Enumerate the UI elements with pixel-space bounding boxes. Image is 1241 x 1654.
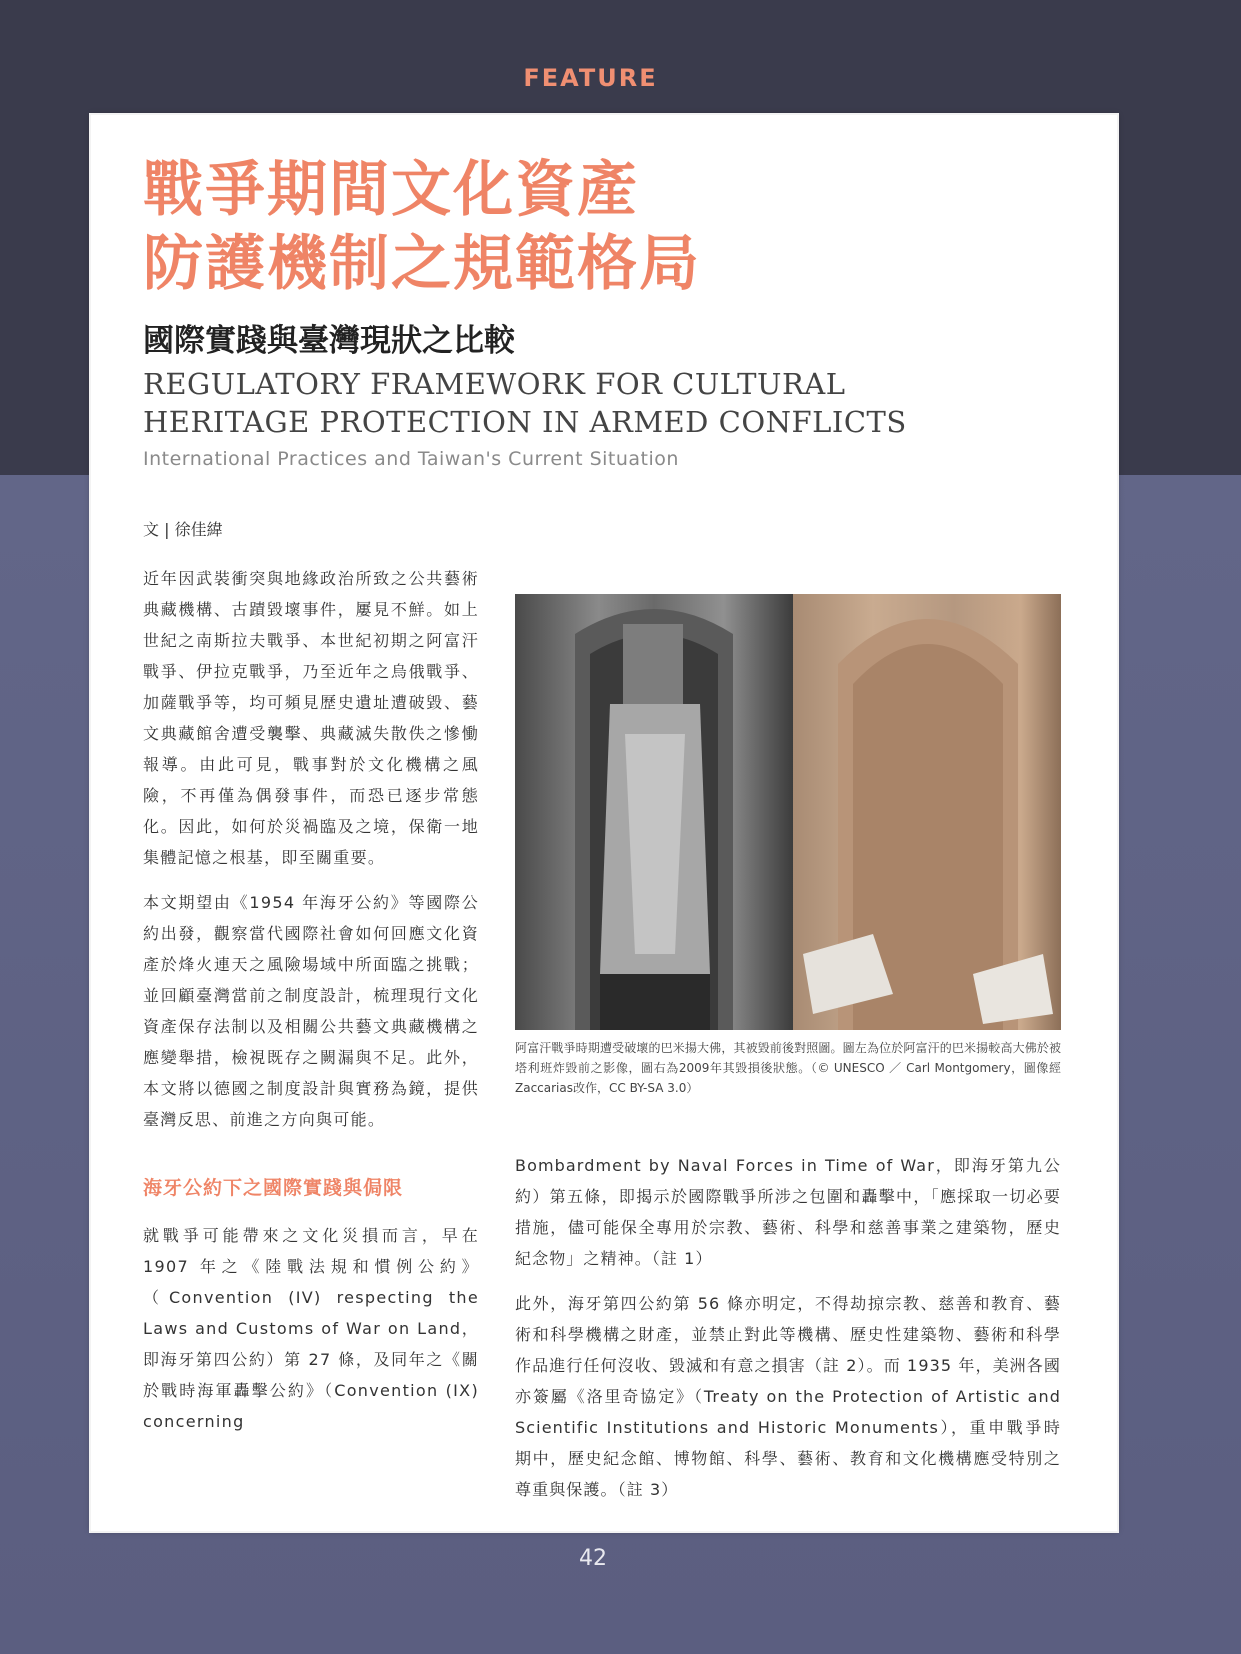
title-line-2: 防護機制之規範格局 xyxy=(143,229,701,299)
figure xyxy=(515,594,1061,1098)
article-title xyxy=(143,153,701,301)
title-line-1: 戰爭期間文化資產 xyxy=(143,155,639,225)
article-page xyxy=(91,115,1117,1531)
paragraph: 近年因武裝衝突與地緣政治所致之公共藝術典藏機構、古蹟毀壞事件，屢見不鮮。如上世紀之南斯拉夫戰爭、本世紀初期之阿富汗戰爭、伊拉克戰爭，乃至近年之烏俄戰爭、加薩戰爭等，均可頻見歷史遺址遭破毀、藝文典藏館舍遭受襲擊、典藏滅失散佚之慘慟報導。由此可見，戰事對於文化機構之風險，不再僅為偶發事件，而恐已逐步常態化。因此，如何於災禍臨及之境，保衛一地集體記憶之根基，即至關重要。 xyxy=(143,569,479,867)
paragraph: 就戰爭可能帶來之文化災損而言，早在 1907 年之《陸戰法規和慣例公約》（Convention (IV) respecting the Laws and Customs of War on Land，即海牙第四公約）第 27 條，及同年之《關於戰時海軍轟擊公約》（Convention (IX) concerning xyxy=(143,1226,479,1431)
photo-buddha-before xyxy=(515,594,793,1030)
english-subtitle: International Practices and Taiwan's Current Situation xyxy=(143,448,679,470)
article-subtitle: 國際實踐與臺灣現狀之比較 xyxy=(143,323,515,359)
paragraph: 本文期望由《1954 年海牙公約》等國際公約出發，觀察當代國際社會如何回應文化資產於烽火連天之風險場域中所面臨之挑戰；並回顧臺灣當前之制度設計，梳理現行文化資產保存法制以及相關公共藝文典藏機構之應變舉措，檢視既存之闕漏與不足。此外，本文將以德國之制度設計與實務為鏡，提供臺灣反思、前進之方向與可能。 xyxy=(143,893,479,1129)
empty-niche-illustration xyxy=(793,594,1061,1030)
left-column xyxy=(143,563,479,1451)
right-column xyxy=(515,1150,1061,1519)
buddha-statue-illustration xyxy=(515,594,793,1030)
english-title-line-1: REGULATORY FRAMEWORK FOR CULTURAL xyxy=(143,367,846,401)
paragraph: 此外，海牙第四公約第 56 條亦明定，不得劫掠宗教、慈善和教育、藝術和科學機構之財產，並禁止對此等機構、歷史性建築物、藝術和科學作品進行任何沒收、毀滅和有意之損害（註 2）。而 1935 年，美洲各國亦簽屬《洛里奇協定》（Treaty on the Protection of Artistic and Scientific Institutions and Historic Monuments），重申戰爭時期中，歷史紀念館、博物館、科學、藝術、教育和文化機構應受特別之尊重與保護。（註 3） xyxy=(515,1294,1061,1499)
page-number: 42 xyxy=(579,1546,607,1571)
english-title xyxy=(143,365,907,441)
figure-caption: 阿富汗戰爭時期遭受破壞的巴米揚大佛，其被毀前後對照圖。圖左為位於阿富汗的巴米揚較高大佛於被塔利班炸毀前之影像，圖右為2009年其毀損後狀態。（© UNESCO ／ Carl Montgomery，圖像經Zaccarias改作，CC BY-SA 3.0） xyxy=(515,1041,1061,1095)
photo-comparison xyxy=(515,594,1061,1030)
english-title-line-2: HERITAGE PROTECTION IN ARMED CONFLICTS xyxy=(143,405,907,439)
photo-buddha-after xyxy=(793,594,1061,1030)
paragraph: Bombardment by Naval Forces in Time of War，即海牙第九公約）第五條，即揭示於國際戰爭所涉之包圍和轟擊中，「應採取一切必要措施，儘可能保全專用於宗教、藝術、科學和慈善事業之建築物，歷史紀念物」之精神。（註 1） xyxy=(515,1156,1061,1268)
section-heading: 海牙公約下之國際實踐與侷限 xyxy=(143,1177,404,1199)
byline: 文 | 徐佳緯 xyxy=(143,520,223,539)
section-label: FEATURE xyxy=(523,64,658,92)
